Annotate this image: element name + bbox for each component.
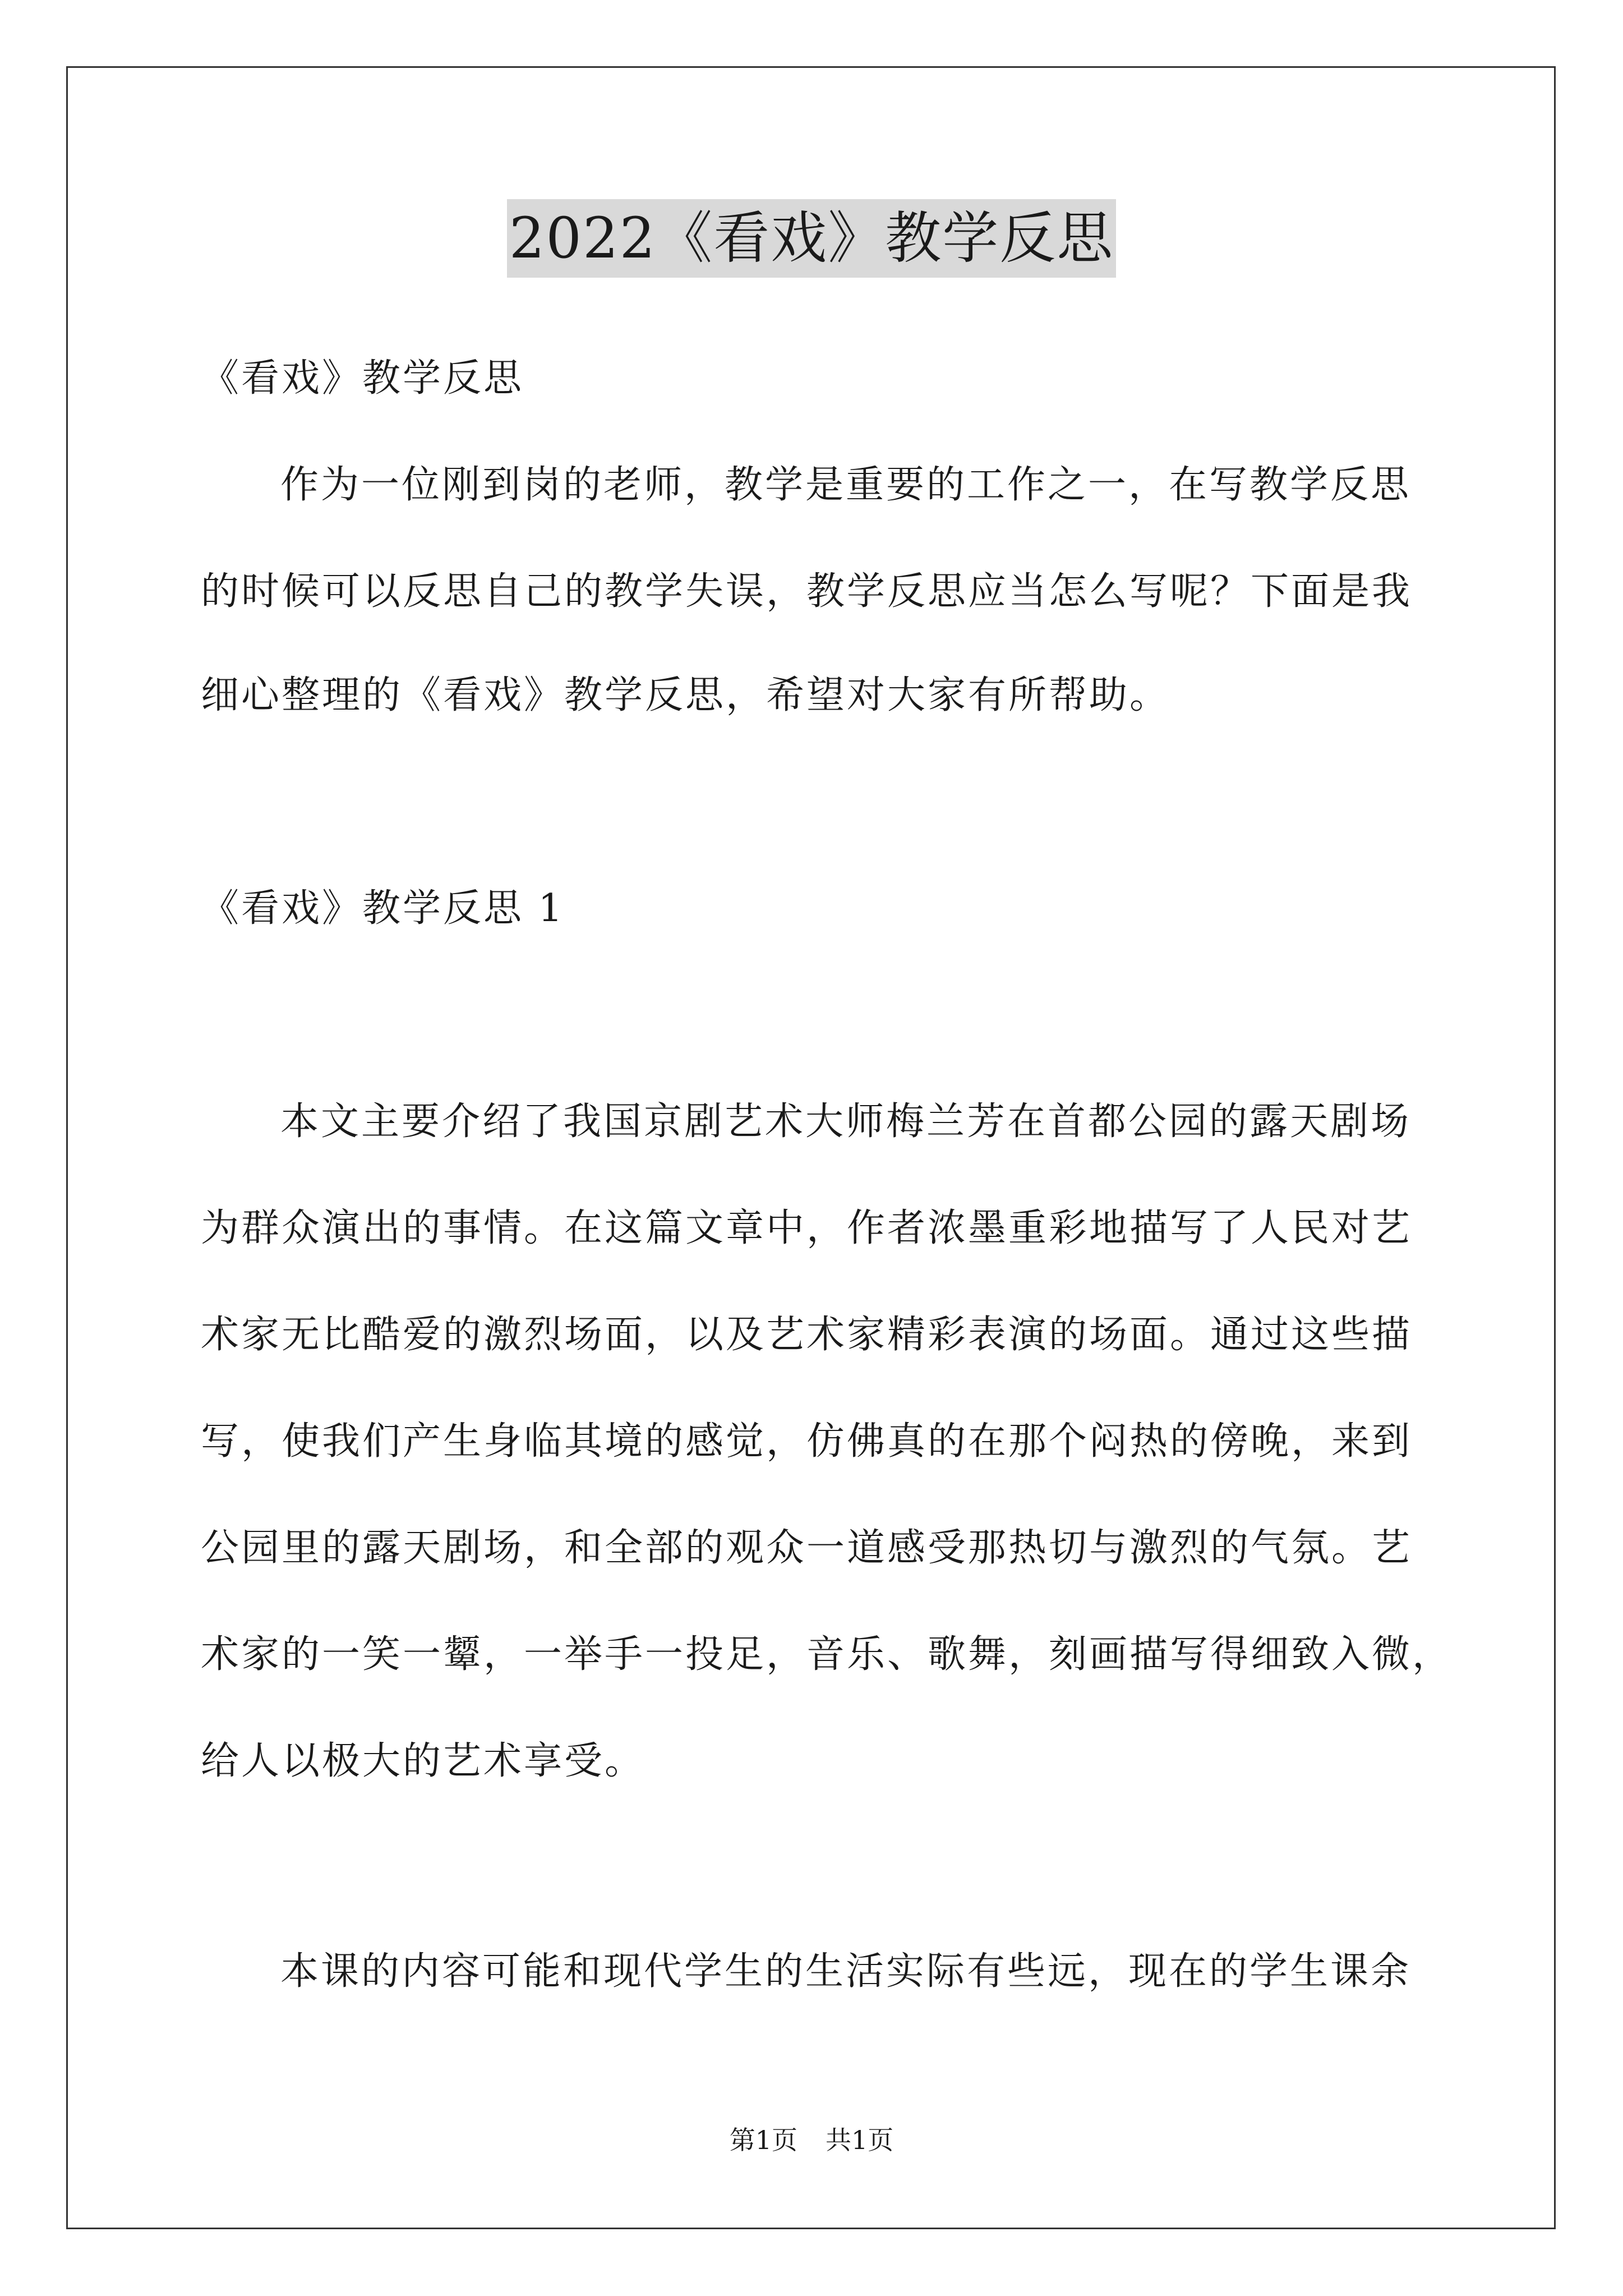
- intro-line: 作为一位刚到岗的老师，教学是重要的工作之一，在写教学反思: [280, 463, 1412, 507]
- body-line: 本文主要介绍了我国京剧艺术大师梅兰芳在首都公园的露天剧场: [280, 1099, 1412, 1144]
- body-line: 术家无比酷爱的激烈场面，以及艺术家精彩表演的场面。通过这些描: [201, 1313, 1413, 1357]
- body-line: 写，使我们产生身临其境的感觉，仿佛真的在那个闷热的傍晚，来到: [201, 1419, 1413, 1464]
- body-line: 术家的一笑一颦，一举手一投足，音乐、歌舞，刻画描写得细致入微，: [201, 1632, 1453, 1677]
- body-line: 给人以极大的艺术享受。: [201, 1739, 645, 1783]
- body-line: 为群众演出的事情。在这篇文章中，作者浓墨重彩地描写了人民对艺: [201, 1206, 1413, 1250]
- body-line: 本课的内容可能和现代学生的生活实际有些远，现在的学生课余: [280, 1949, 1412, 1994]
- title-wrap: [0, 199, 1623, 278]
- intro-line: 的时候可以反思自己的教学失误，教学反思应当怎么写呢？下面是我: [201, 569, 1413, 614]
- document-title: 2022《看戏》教学反思: [507, 199, 1117, 278]
- page-number: 第1页: [729, 2125, 797, 2155]
- page-footer: [0, 2123, 1623, 2157]
- subtitle: 《看戏》教学反思: [201, 356, 524, 401]
- section-heading: 《看戏》教学反思 1: [201, 886, 565, 931]
- body-line: 公园里的露天剧场，和全部的观众一道感受那热切与激烈的气氛。艺: [201, 1526, 1413, 1570]
- page-total: 共1页: [826, 2125, 894, 2155]
- intro-line: 细心整理的《看戏》教学反思，希望对大家有所帮助。: [201, 673, 1170, 717]
